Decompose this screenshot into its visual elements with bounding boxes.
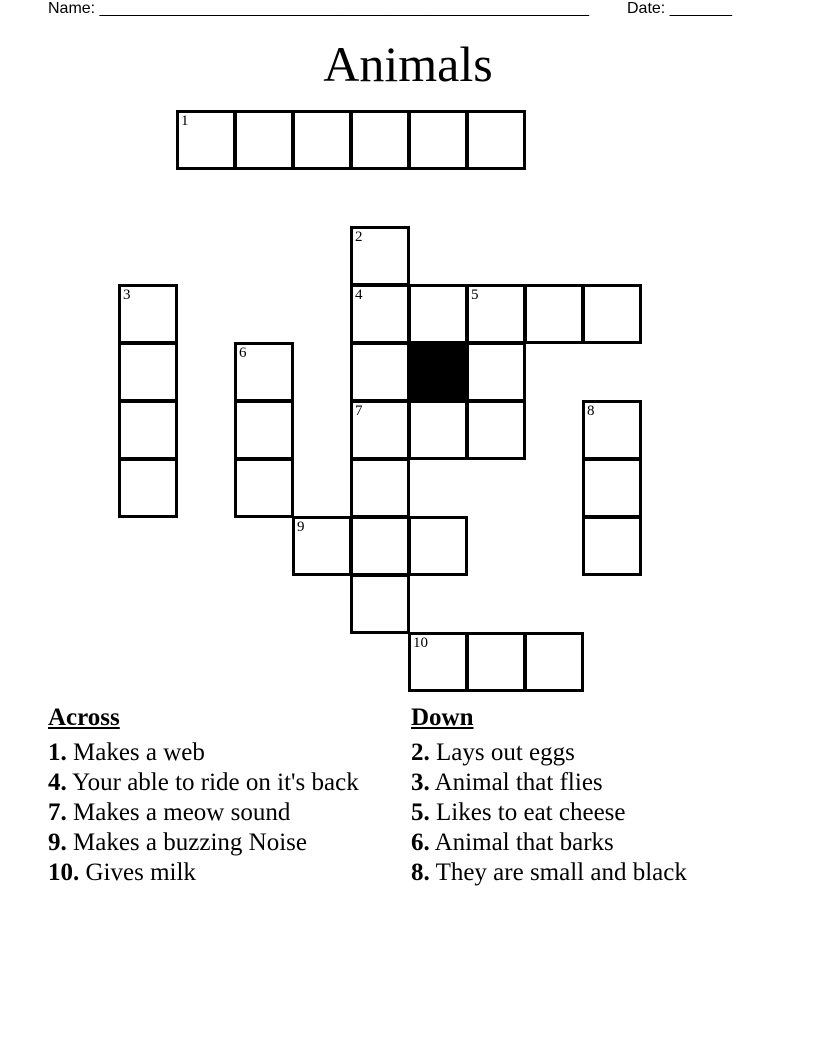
name-line: Name: _______________________________________________________ bbox=[48, 0, 589, 17]
clue-number-label: 10 bbox=[413, 635, 428, 651]
clue-text: Makes a meow sound bbox=[73, 799, 291, 826]
clue-number: 10. bbox=[48, 859, 80, 886]
grid-cell[interactable] bbox=[408, 400, 468, 460]
grid-cell[interactable] bbox=[118, 400, 178, 460]
clue-number-label: 1 bbox=[181, 113, 189, 129]
clue-text: Makes a web bbox=[73, 739, 205, 766]
grid-cell[interactable] bbox=[582, 458, 642, 518]
grid-cell[interactable] bbox=[292, 110, 352, 170]
clue-number: 3. bbox=[411, 769, 430, 796]
clue-text: Your able to ride on it's back bbox=[72, 769, 359, 796]
grid-cell[interactable] bbox=[582, 400, 642, 460]
grid-cell[interactable] bbox=[524, 284, 584, 344]
clue-number: 5. bbox=[411, 799, 430, 826]
clue-text: Makes a buzzing Noise bbox=[73, 829, 307, 856]
grid-cell[interactable] bbox=[118, 342, 178, 402]
grid-cell[interactable] bbox=[350, 458, 410, 518]
down-clue bbox=[411, 738, 771, 768]
across-clue bbox=[48, 738, 378, 768]
across-clue bbox=[48, 828, 378, 858]
clue-number-label: 9 bbox=[297, 519, 305, 535]
grid-cell[interactable] bbox=[118, 284, 178, 344]
grid-cell[interactable] bbox=[176, 110, 236, 170]
grid-cell[interactable] bbox=[350, 342, 410, 402]
grid-cell[interactable] bbox=[234, 342, 294, 402]
grid-cell[interactable] bbox=[466, 110, 526, 170]
clue-number: 9. bbox=[48, 829, 67, 856]
down-heading: Down bbox=[411, 704, 474, 731]
across-clue bbox=[48, 768, 378, 798]
grid-cell[interactable] bbox=[466, 284, 526, 344]
down-clue bbox=[411, 798, 771, 828]
down-clue bbox=[411, 768, 771, 798]
grid-cell[interactable] bbox=[350, 284, 410, 344]
grid-cell[interactable] bbox=[350, 110, 410, 170]
grid-cell[interactable] bbox=[408, 284, 468, 344]
clue-text: Animal that flies bbox=[434, 769, 603, 796]
grid-cell[interactable] bbox=[350, 574, 410, 634]
clue-text: They are small and black bbox=[435, 859, 687, 886]
grid-cell[interactable] bbox=[292, 516, 352, 576]
blocked-cell bbox=[408, 342, 468, 402]
clue-number-label: 7 bbox=[355, 403, 363, 419]
clue-number-label: 4 bbox=[355, 287, 363, 303]
clue-number-label: 8 bbox=[587, 403, 595, 419]
clue-number: 6. bbox=[411, 829, 430, 856]
clue-number-label: 3 bbox=[123, 287, 131, 303]
grid-cell[interactable] bbox=[466, 342, 526, 402]
grid-cell[interactable] bbox=[234, 110, 294, 170]
down-clue bbox=[411, 828, 771, 858]
date-line: Date: _______ bbox=[627, 0, 732, 17]
grid-cell[interactable] bbox=[234, 400, 294, 460]
grid-cell[interactable] bbox=[466, 632, 526, 692]
down-clues bbox=[411, 703, 771, 888]
grid-cell[interactable] bbox=[582, 516, 642, 576]
clue-number-label: 2 bbox=[355, 229, 363, 245]
grid-cell[interactable] bbox=[466, 400, 526, 460]
grid-cell[interactable] bbox=[408, 632, 468, 692]
clue-text: Lays out eggs bbox=[436, 739, 575, 766]
across-clue bbox=[48, 798, 378, 828]
down-clue bbox=[411, 858, 771, 888]
grid-cell[interactable] bbox=[350, 516, 410, 576]
clue-number: 1. bbox=[48, 739, 67, 766]
clue-number: 7. bbox=[48, 799, 67, 826]
grid-cell[interactable] bbox=[408, 110, 468, 170]
clue-text: Likes to eat cheese bbox=[436, 799, 626, 826]
clue-text: Animal that barks bbox=[434, 829, 614, 856]
puzzle-title: Animals bbox=[323, 36, 493, 92]
grid-cell[interactable] bbox=[524, 632, 584, 692]
grid-cell[interactable] bbox=[350, 400, 410, 460]
clue-text: Gives milk bbox=[85, 859, 196, 886]
grid-cell[interactable] bbox=[582, 284, 642, 344]
across-clue bbox=[48, 858, 378, 888]
clue-number: 2. bbox=[411, 739, 430, 766]
clue-number: 8. bbox=[411, 859, 430, 886]
grid-cell[interactable] bbox=[350, 226, 410, 286]
clue-number-label: 6 bbox=[239, 345, 247, 361]
across-heading: Across bbox=[48, 704, 120, 731]
clue-number-label: 5 bbox=[471, 287, 479, 303]
clue-number: 4. bbox=[48, 769, 67, 796]
grid-cell[interactable] bbox=[408, 516, 468, 576]
grid-cell[interactable] bbox=[234, 458, 294, 518]
grid-cell[interactable] bbox=[118, 458, 178, 518]
across-clues bbox=[48, 703, 378, 888]
